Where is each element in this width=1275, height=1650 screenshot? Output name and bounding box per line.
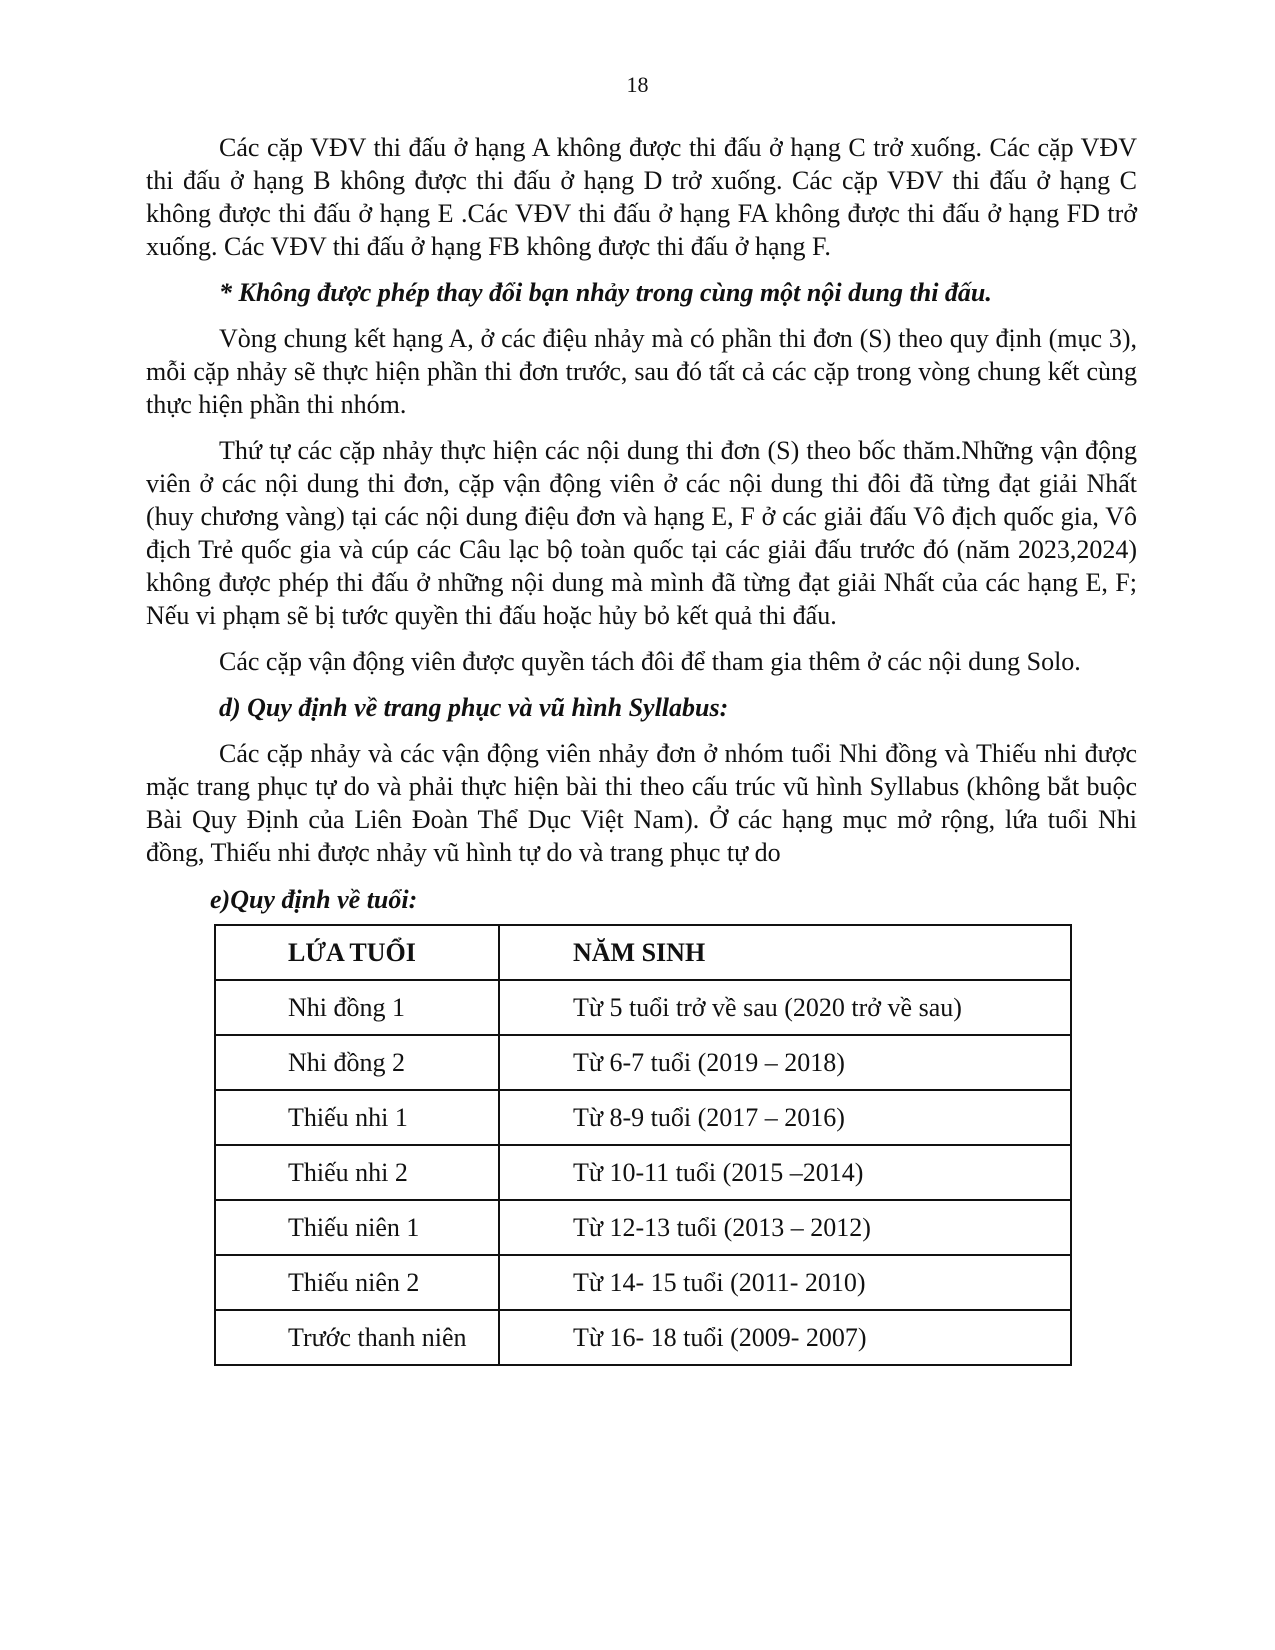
birth-year-cell: Từ 6-7 tuổi (2019 – 2018) (499, 1035, 1071, 1090)
paragraph-solo-split: Các cặp vận động viên được quyền tách đôi để tham gia thêm ở các nội dung Solo. (219, 647, 1081, 676)
age-group-cell: Thiếu nhi 2 (215, 1145, 499, 1200)
age-group-cell: Nhi đồng 2 (215, 1035, 499, 1090)
table-row (215, 1145, 1071, 1200)
paragraph-final-round: Vòng chung kết hạng A, ở các điệu nhảy mà có phần thi đơn (S) theo quy định (mục 3), mỗi cặp nhảy sẽ thực hiện phần thi đơn trước, sau đó tất cả các cặp trong vòng chung kết cùng thực hiện phần thi nhóm. (146, 324, 1137, 419)
table-header-birth-year: NĂM SINH (499, 925, 1071, 980)
age-group-cell: Nhi đồng 1 (215, 980, 499, 1035)
birth-year-cell: Từ 14- 15 tuổi (2011- 2010) (499, 1255, 1071, 1310)
table-row (215, 1255, 1071, 1310)
table-row (215, 1310, 1071, 1365)
birth-year-cell: Từ 16- 18 tuổi (2009- 2007) (499, 1310, 1071, 1365)
page-number: 18 (626, 72, 649, 97)
table-row (215, 980, 1071, 1035)
age-group-cell: Thiếu niên 1 (215, 1200, 499, 1255)
paragraph-costume-syllabus: Các cặp nhảy và các vận động viên nhảy đơn ở nhóm tuổi Nhi đồng và Thiếu nhi được mặc trang phục tự do và phải thực hiện bài thi theo cấu trúc vũ hình Syllabus (không bắt buộc Bài Quy Định của Liên Đoàn Thể Dục Việt Nam). Ở các hạng mục mở rộng, lứa tuổi Nhi đồng, Thiếu nhi được nhảy vũ hình tự do và trang phục tự do (146, 739, 1137, 867)
birth-year-cell: Từ 10-11 tuổi (2015 –2014) (499, 1145, 1071, 1200)
document-body (146, 131, 1137, 1366)
table-row (215, 1035, 1071, 1090)
heading-costume-syllabus: d) Quy định về trang phục và vũ hình Syllabus: (219, 693, 729, 722)
birth-year-cell: Từ 8-9 tuổi (2017 – 2016) (499, 1090, 1071, 1145)
table-header-age-group: LỨA TUỔI (215, 925, 499, 980)
partner-change-note: * Không được phép thay đổi bạn nhảy trong cùng một nội dung thi đấu. (219, 278, 992, 307)
heading-age-rules: e)Quy định về tuổi: (210, 885, 418, 914)
birth-year-cell: Từ 5 tuổi trở về sau (2020 trở về sau) (499, 980, 1071, 1035)
birth-year-cell: Từ 12-13 tuổi (2013 – 2012) (499, 1200, 1071, 1255)
age-group-cell: Thiếu nhi 1 (215, 1090, 499, 1145)
paragraph-category-restrictions: Các cặp VĐV thi đấu ở hạng A không được thi đấu ở hạng C trở xuống. Các cặp VĐV thi đấu ở hạng B không được thi đấu ở hạng D trở xuống. Các cặp VĐV thi đấu ở hạng C không được thi đấu ở hạng E .Các VĐV thi đấu ở hạng FA không được thi đấu ở hạng FD trở xuống. Các VĐV thi đấu ở hạng FB không được thi đấu ở hạng F. (146, 133, 1137, 261)
table-row (215, 1090, 1071, 1145)
age-group-cell: Thiếu niên 2 (215, 1255, 499, 1310)
age-group-cell: Trước thanh niên (215, 1310, 499, 1365)
age-table (214, 924, 1072, 1366)
table-header-row (215, 925, 1071, 980)
table-row (215, 1200, 1071, 1255)
paragraph-draw-order: Thứ tự các cặp nhảy thực hiện các nội dung thi đơn (S) theo bốc thăm.Những vận động viên ở các nội dung thi đơn, cặp vận động viên ở các nội dung thi đôi đã từng đạt giải Nhất (huy chương vàng) tại các nội dung điệu đơn và hạng E, F ở các giải đấu Vô địch quốc gia, Vô địch Trẻ quốc gia và cúp các Câu lạc bộ toàn quốc tại các giải đấu trước đó (năm 2023,2024) không được phép thi đấu ở những nội dung mà mình đã từng đạt giải Nhất của các hạng E, F; Nếu vi phạm sẽ bị tước quyền thi đấu hoặc hủy bỏ kết quả thi đấu. (146, 436, 1137, 630)
